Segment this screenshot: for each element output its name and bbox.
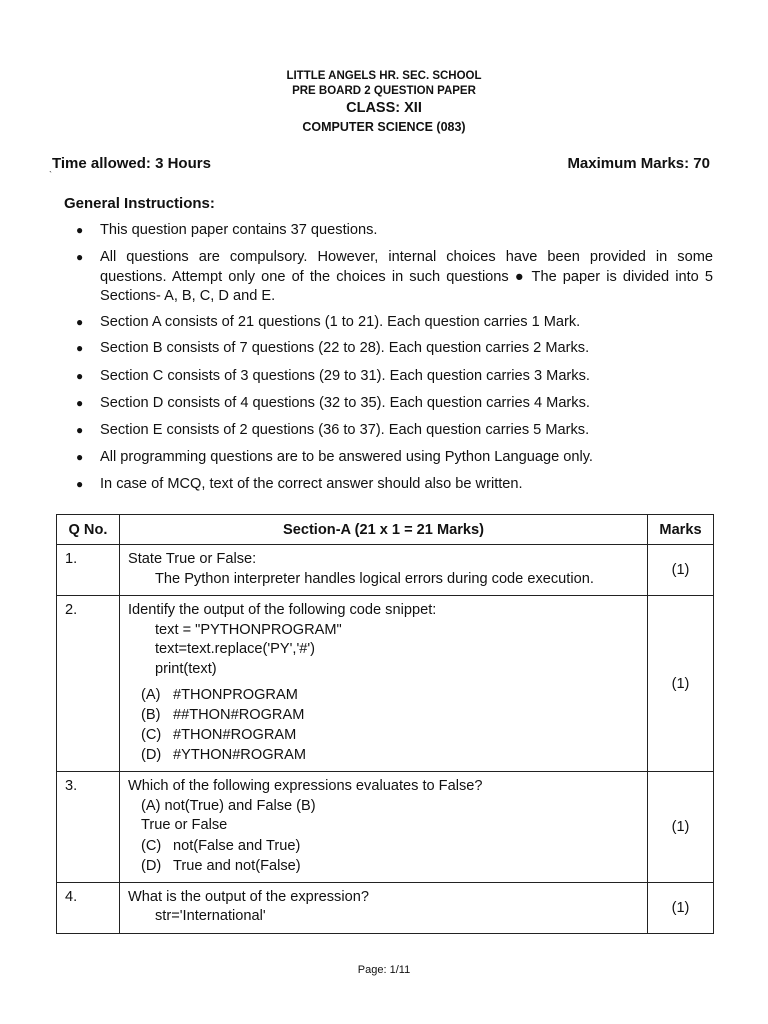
table-row [57, 596, 714, 772]
bullet-icon: ● [76, 369, 84, 383]
bullet-icon: ● [76, 315, 84, 329]
question-line: (A) not(True) and False (B) [141, 797, 316, 814]
question-line: True or False [141, 817, 228, 833]
option-label: (A) [141, 687, 161, 703]
question-line: What is the output of the expression? [128, 888, 369, 905]
instruction-text: Section A consists of 21 questions (1 to 21). Each question carries 1 Mark. [100, 314, 581, 330]
table-row [57, 772, 714, 883]
question-number: 4. [57, 882, 120, 933]
option-d [128, 856, 647, 876]
bullet-icon: ● [76, 396, 84, 410]
question-line: Identify the output of the following code snippet: [128, 602, 437, 618]
option-b [128, 705, 647, 725]
instruction-text: Section D consists of 4 questions (32 to 35). Each question carries 4 Marks. [100, 395, 590, 411]
question-number: 2. [57, 596, 120, 772]
option-text: #THON#ROGRAM [173, 727, 297, 743]
instruction-text: This question paper contains 37 questions. [100, 222, 378, 238]
question-text [120, 596, 648, 772]
bullet-icon: ● [76, 341, 84, 355]
bullet-icon: ● [76, 450, 84, 464]
option-d [128, 745, 647, 765]
option-label: (D) [141, 747, 162, 763]
code-line: text=text.replace('PY','#') [155, 641, 315, 657]
question-line: Which of the following expressions evaluates to False? [128, 778, 483, 794]
question-line: The Python interpreter handles logical errors during code execution. [155, 570, 594, 587]
table-header-row [57, 515, 714, 545]
code-line: print(text) [155, 660, 217, 677]
option-c [128, 725, 647, 745]
question-line: State True or False: [128, 551, 257, 567]
instruction-text: In case of MCQ, text of the correct answer should also be written. [100, 476, 523, 492]
bullet-icon: ● [76, 223, 84, 237]
table-row [57, 882, 714, 933]
general-instructions-title: General Instructions: [64, 195, 215, 212]
subject-label: COMPUTER SCIENCE (083) [302, 120, 466, 134]
class-label: CLASS: XII [346, 100, 422, 116]
time-allowed: Time allowed: 3 Hours [52, 155, 211, 172]
option-label: (D) [141, 857, 162, 874]
header-section: Section-A (21 x 1 = 21 Marks) [120, 515, 648, 545]
instruction-text: Section B consists of 7 questions (22 to 28). Each question carries 2 Marks. [100, 340, 590, 356]
question-marks: (1) [648, 596, 714, 772]
question-marks: (1) [648, 772, 714, 883]
stray-mark: ` [49, 170, 52, 180]
bullet-icon: ● [76, 423, 84, 437]
option-text: ##THON#ROGRAM [173, 707, 305, 723]
page-number: Page: 1/11 [357, 964, 411, 976]
option-label: (C) [141, 837, 162, 854]
bullet-icon: ● [76, 477, 84, 491]
school-name: LITTLE ANGELS HR. SEC. SCHOOL [286, 70, 482, 82]
header-marks: Marks [648, 515, 714, 545]
option-text: #THONPROGRAM [173, 687, 298, 703]
option-text: #YTHON#ROGRAM [173, 747, 306, 763]
question-line: str='International' [155, 908, 266, 924]
question-text [120, 545, 648, 596]
question-marks: (1) [648, 882, 714, 933]
question-number: 3. [57, 772, 120, 883]
table-row [57, 545, 714, 596]
question-number: 1. [57, 545, 120, 596]
question-marks: (1) [648, 545, 714, 596]
instruction-text: Section E consists of 2 questions (36 to 37). Each question carries 5 Marks. [100, 422, 590, 438]
instruction-text: Section C consists of 3 questions (29 to 31). Each question carries 3 Marks. [100, 368, 590, 384]
paper-title: PRE BOARD 2 QUESTION PAPER [292, 85, 476, 97]
section-a-table [56, 514, 714, 934]
instruction-text: All programming questions are to be answered using Python Language only. [100, 449, 593, 465]
option-text: not(False and True) [173, 837, 301, 854]
option-c [128, 836, 647, 856]
question-text [120, 882, 648, 933]
question-text [120, 772, 648, 883]
option-label: (C) [141, 727, 162, 743]
instruction-text: All questions are compulsory. However, internal choices have been provided in some questions. Attempt only one of the choices in such questions ● The paper is divided into 5 Sections- A, B, C, D and E. [100, 249, 713, 304]
option-label: (B) [141, 707, 161, 723]
option-a [128, 685, 647, 705]
option-text: True and not(False) [173, 857, 301, 874]
header-qno: Q No. [57, 515, 120, 545]
code-line: text = "PYTHONPROGRAM" [155, 621, 342, 638]
bullet-icon: ● [76, 250, 84, 264]
maximum-marks: Maximum Marks: 70 [567, 155, 710, 172]
